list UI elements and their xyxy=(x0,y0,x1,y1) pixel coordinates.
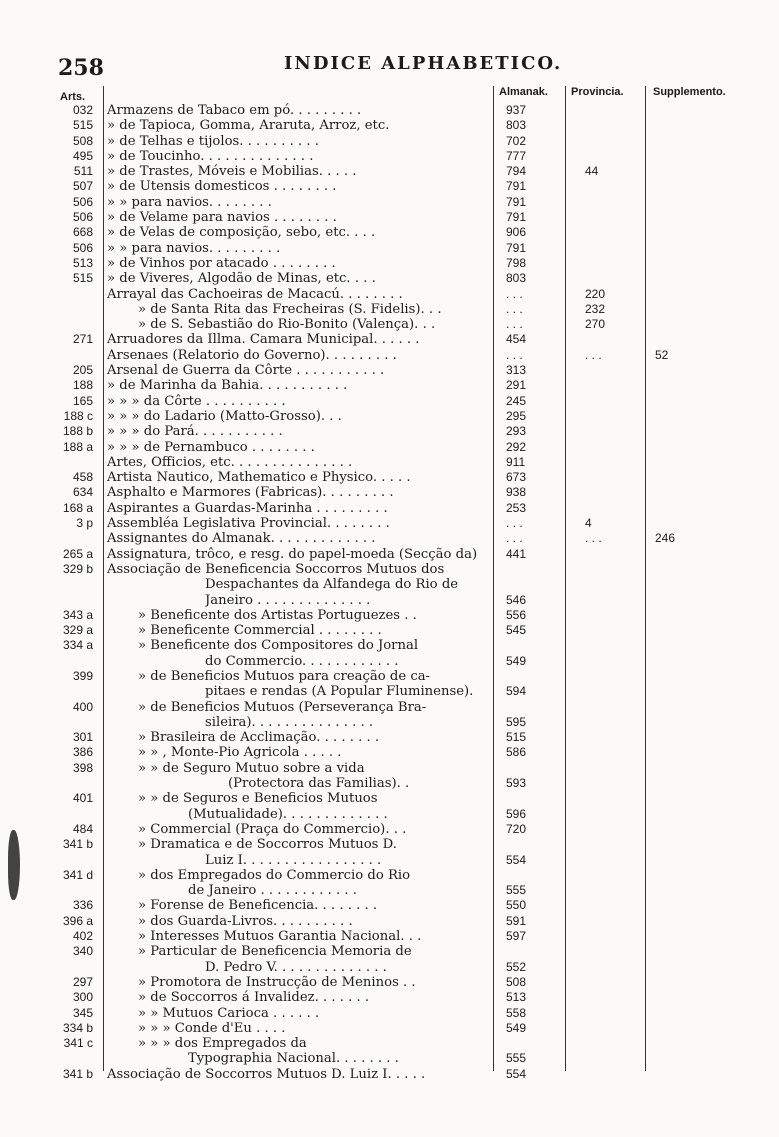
index-entry xyxy=(0,654,779,669)
index-entry xyxy=(0,332,779,347)
index-entry xyxy=(0,501,779,516)
entry-article-number: 334 b xyxy=(62,1020,93,1035)
entry-text: » Beneficente Commercial . . . . . . . . xyxy=(138,623,382,639)
index-entry xyxy=(0,990,779,1005)
entry-text: Arrayal das Cachoeiras de Macacú. . . . . . . . xyxy=(107,286,403,302)
entry-almanak-page: 777 xyxy=(506,148,527,163)
entry-article-number: 515 xyxy=(72,271,93,286)
entry-text: » Commercial (Praça do Commercio). . . xyxy=(138,821,407,837)
entry-almanak-page: 554 xyxy=(506,852,527,867)
index-entry xyxy=(0,929,779,944)
index-entry xyxy=(0,118,779,133)
entry-text: » » » da Côrte . . . . . . . . . . xyxy=(107,393,286,409)
entry-text: » Forense de Beneficencia. . . . . . . . xyxy=(138,898,378,914)
entry-article-number: 340 xyxy=(72,944,93,959)
entry-almanak-page: 791 xyxy=(506,179,527,194)
entry-text: » de Tapioca, Gomma, Araruta, Arroz, etc. xyxy=(107,118,390,134)
index-entry xyxy=(0,348,779,363)
entry-provincia-page: 44 xyxy=(585,164,599,179)
entry-article-number: 402 xyxy=(72,929,93,944)
entry-text: » de Santa Rita das Frecheiras (S. Fidelis). . . xyxy=(138,301,442,317)
entry-text: » de Toucinho. . . . . . . . . . . . . . xyxy=(107,148,314,164)
entry-text: » Beneficente dos Compositores do Jornal xyxy=(138,638,419,654)
index-entry xyxy=(0,317,779,332)
index-entry xyxy=(0,807,779,822)
entry-almanak-page: 245 xyxy=(506,393,527,408)
entry-text: (Protectora das Familias). . xyxy=(228,776,410,792)
index-entry xyxy=(0,378,779,393)
entry-text: » Dramatica e de Soccorros Mutuos D. xyxy=(138,837,397,853)
entry-article-number: 168 a xyxy=(62,500,93,515)
index-entry xyxy=(0,485,779,500)
index-entry xyxy=(0,593,779,608)
entry-text: » dos Empregados do Commercio do Rio xyxy=(138,867,411,883)
entry-almanak-page: 906 xyxy=(506,225,527,240)
index-entry xyxy=(0,394,779,409)
entry-almanak-page: 515 xyxy=(506,730,527,745)
entry-text: » de Beneficios Mutuos para creação de ca- xyxy=(138,668,431,684)
index-entry xyxy=(0,271,779,286)
page-title: INDICE ALPHABETICO. xyxy=(284,53,563,74)
index-entry xyxy=(0,608,779,623)
entry-article-number: 205 xyxy=(72,363,93,378)
index-entry xyxy=(0,975,779,990)
entry-text: pitaes e rendas (A Popular Fluminense). xyxy=(205,684,474,700)
entry-provincia-page: . . . xyxy=(585,531,602,546)
entry-almanak-page: 454 xyxy=(506,332,527,347)
entry-article-number: 398 xyxy=(72,760,93,775)
index-entry xyxy=(0,898,779,913)
entry-text: Arsenaes (Relatorio do Governo). . . . . . . . . xyxy=(107,347,397,363)
entry-article-number: 399 xyxy=(72,668,93,683)
entry-almanak-page: 593 xyxy=(506,776,527,791)
entry-article-number: 329 b xyxy=(62,561,93,576)
entry-text: » Brasileira de Acclimação. . . . . . . . xyxy=(138,730,380,746)
index-entry xyxy=(0,1021,779,1036)
entry-article-number: 032 xyxy=(72,103,93,117)
entry-article-number: 401 xyxy=(72,791,93,806)
entry-almanak-page: . . . xyxy=(506,286,523,301)
entry-text: Assembléa Legislativa Provincial. . . . . . . . xyxy=(107,516,390,532)
entry-article-number: 300 xyxy=(72,990,93,1005)
entry-text: » de S. Sebastião do Rio-Bonito (Valença). . . xyxy=(138,317,436,333)
entry-article-number: 297 xyxy=(72,974,93,989)
entry-text: » Beneficente dos Artistas Portuguezes . . xyxy=(138,607,417,623)
entry-almanak-page: 558 xyxy=(506,1005,527,1020)
entry-text: » » » do Ladario (Matto-Grosso). . . xyxy=(107,408,342,424)
index-entry xyxy=(0,179,779,194)
index-entry xyxy=(0,1036,779,1051)
entry-provincia-page: 220 xyxy=(585,286,606,301)
index-entry xyxy=(0,210,779,225)
index-entry xyxy=(0,103,779,118)
index-entry xyxy=(0,516,779,531)
entry-text: » de Marinha da Bahia. . . . . . . . . . . xyxy=(107,378,348,394)
entry-article-number: 513 xyxy=(72,255,93,270)
index-entry xyxy=(0,669,779,684)
entry-almanak-page: 508 xyxy=(506,974,527,989)
entry-text: D. Pedro V. . . . . . . . . . . . . . xyxy=(205,959,387,975)
entry-almanak-page: 441 xyxy=(506,546,527,561)
entry-almanak-page: 554 xyxy=(506,1066,527,1081)
index-entry xyxy=(0,638,779,653)
entry-almanak-page: 292 xyxy=(506,439,527,454)
entry-almanak-page: 586 xyxy=(506,745,527,760)
entry-provincia-page: . . . xyxy=(585,347,602,362)
entry-almanak-page: 555 xyxy=(506,1051,527,1066)
entry-text: do Commercio. . . . . . . . . . . . xyxy=(205,653,399,669)
entry-almanak-page: 937 xyxy=(506,103,527,117)
entry-article-number: 336 xyxy=(72,898,93,913)
index-entry xyxy=(0,134,779,149)
entry-text: » Particular de Beneficencia Memoria de xyxy=(138,944,412,960)
entry-article-number: 506 xyxy=(72,210,93,225)
index-entry xyxy=(0,547,779,562)
entry-almanak-page: . . . xyxy=(506,516,523,531)
entry-article-number: 341 d xyxy=(62,867,93,882)
entry-article-number: 515 xyxy=(72,118,93,133)
entry-almanak-page: 791 xyxy=(506,210,527,225)
column-header-supplemento: Supplemento. xyxy=(653,86,726,98)
entry-text: » » » do Pará. . . . . . . . . . . xyxy=(107,424,283,440)
index-entry xyxy=(0,745,779,760)
index-entry xyxy=(0,531,779,546)
index-entry xyxy=(0,455,779,470)
entry-article-number: 265 a xyxy=(62,546,93,561)
entry-almanak-page: 253 xyxy=(506,500,527,515)
entry-article-number: 188 b xyxy=(62,424,93,439)
index-entry xyxy=(0,960,779,975)
index-entry xyxy=(0,149,779,164)
entry-text: Artista Nautico, Mathematico e Physico. . . . . xyxy=(107,470,411,486)
entry-article-number: 343 a xyxy=(62,607,93,622)
index-entry xyxy=(0,440,779,455)
entry-text: Associação de Beneficencia Soccorros Mutuos dos xyxy=(107,561,445,577)
entry-text: (Mutualidade). . . . . . . . . . . . . xyxy=(188,806,388,822)
entry-text: Artes, Officios, etc. . . . . . . . . . . . . . . xyxy=(107,454,353,470)
entry-almanak-page: 595 xyxy=(506,714,527,729)
index-entry xyxy=(0,715,779,730)
index-entry xyxy=(0,424,779,439)
entry-text: sileira). . . . . . . . . . . . . . . xyxy=(205,714,374,730)
entry-text: » dos Guarda-Livros. . . . . . . . . . xyxy=(138,913,353,929)
index-entry xyxy=(0,853,779,868)
entry-text: » Interesses Mutuos Garantia Nacional. . . xyxy=(138,929,422,945)
entry-article-number: 334 a xyxy=(62,638,93,653)
column-header-provincia: Provincia. xyxy=(571,86,624,98)
column-header-arts: Arts. xyxy=(60,91,86,103)
entry-text: Asphalto e Marmores (Fabricas). . . . . . . . . xyxy=(107,485,394,501)
index-entry xyxy=(0,241,779,256)
page-number: 258 xyxy=(58,55,104,81)
index-entry xyxy=(0,776,779,791)
entry-article-number: 165 xyxy=(72,393,93,408)
entry-almanak-page: 513 xyxy=(506,990,527,1005)
entry-text: Armazens de Tabaco em pó. . . . . . . . . xyxy=(107,103,362,118)
entry-almanak-page: 938 xyxy=(506,485,527,500)
entry-article-number: 188 c xyxy=(63,408,93,423)
entry-text: Typographia Nacional. . . . . . . . xyxy=(188,1051,399,1067)
entry-article-number: 341 b xyxy=(62,837,93,852)
index-entry xyxy=(0,409,779,424)
entry-almanak-page: 295 xyxy=(506,408,527,423)
entry-article-number: 634 xyxy=(72,485,93,500)
entry-almanak-page: 293 xyxy=(506,424,527,439)
entry-text: de Janeiro . . . . . . . . . . . . xyxy=(188,883,357,899)
index-entry xyxy=(0,225,779,240)
entry-article-number: 3 p xyxy=(76,516,93,531)
entry-text: » Promotora de Instrucção de Meninos . . xyxy=(138,974,416,990)
entry-provincia-page: 4 xyxy=(585,516,592,531)
entry-article-number: 341 b xyxy=(62,1066,93,1081)
index-entry xyxy=(0,883,779,898)
entry-almanak-page: 673 xyxy=(506,470,527,485)
entry-text: » » para navios. . . . . . . . xyxy=(107,194,272,210)
entry-almanak-page: 546 xyxy=(506,592,527,607)
entry-text: Associação de Soccorros Mutuos D. Luiz I. . . . . xyxy=(107,1066,426,1082)
entry-almanak-page: 597 xyxy=(506,929,527,944)
index-entry xyxy=(0,302,779,317)
entry-almanak-page: 591 xyxy=(506,913,527,928)
entry-article-number: 386 xyxy=(72,745,93,760)
entry-almanak-page: 594 xyxy=(506,684,527,699)
entry-article-number: 668 xyxy=(72,225,93,240)
entry-almanak-page: 291 xyxy=(506,378,527,393)
index-entry xyxy=(0,623,779,638)
entry-article-number: 506 xyxy=(72,240,93,255)
entry-article-number: 458 xyxy=(72,470,93,485)
entry-text: Despachantes da Alfandega do Rio de xyxy=(205,577,459,593)
entry-almanak-page: 798 xyxy=(506,255,527,270)
entry-text: Aspirantes a Guardas-Marinha . . . . . . . . . xyxy=(107,500,388,516)
index-entry xyxy=(0,868,779,883)
entry-almanak-page: 791 xyxy=(506,194,527,209)
entry-almanak-page: 550 xyxy=(506,898,527,913)
index-entry xyxy=(0,822,779,837)
column-header-almanak: Almanak. xyxy=(499,86,548,98)
entry-text: » » » de Pernambuco . . . . . . . . xyxy=(107,439,315,455)
index-entry xyxy=(0,914,779,929)
entry-text: Assignatura, trôco, e resg. do papel-moeda (Secção da) xyxy=(107,546,478,562)
index-entry xyxy=(0,700,779,715)
index-entry xyxy=(0,944,779,959)
entry-article-number: 345 xyxy=(72,1005,93,1020)
entry-supplemento-page: 246 xyxy=(655,531,676,546)
entry-almanak-page: 313 xyxy=(506,363,527,378)
entry-almanak-page: 549 xyxy=(506,1020,527,1035)
entry-almanak-page: . . . xyxy=(506,347,523,362)
index-entry xyxy=(0,164,779,179)
entry-almanak-page: 556 xyxy=(506,607,527,622)
entry-text: » » Mutuos Carioca . . . . . . xyxy=(138,1005,320,1021)
entry-text: » » de Seguros e Beneficios Mutuos xyxy=(138,791,378,807)
entry-text: » de Telhas e tijolos. . . . . . . . . . xyxy=(107,133,319,149)
entry-text: » de Vinhos por atacado . . . . . . . . xyxy=(107,255,336,271)
entry-article-number: 511 xyxy=(73,164,93,179)
index-entry xyxy=(0,837,779,852)
entry-text: Arsenal de Guerra da Côrte . . . . . . . . . . . xyxy=(107,363,385,379)
entry-text: » de Soccorros á Invalidez. . . . . . . xyxy=(138,990,370,1006)
entry-text: » » » dos Empregados da xyxy=(138,1036,307,1052)
entry-text: » » » Conde d'Eu . . . . xyxy=(138,1020,286,1036)
entry-almanak-page: 794 xyxy=(506,164,527,179)
entry-provincia-page: 232 xyxy=(585,301,606,316)
entry-text: » de Trastes, Móveis e Mobilias. . . . . xyxy=(107,164,357,180)
entry-almanak-page: 555 xyxy=(506,883,527,898)
entry-article-number: 400 xyxy=(72,699,93,714)
entry-almanak-page: 791 xyxy=(506,240,527,255)
index-entry xyxy=(0,761,779,776)
entry-supplemento-page: 52 xyxy=(655,347,669,362)
entry-article-number: 484 xyxy=(72,821,93,836)
entry-text: » » para navios. . . . . . . . . xyxy=(107,240,281,256)
index-entry xyxy=(0,562,779,577)
entry-almanak-page: 803 xyxy=(506,271,527,286)
entry-article-number: 341 c xyxy=(63,1036,93,1051)
index-entry xyxy=(0,1051,779,1066)
entry-article-number: 271 xyxy=(72,332,93,347)
index-entry xyxy=(0,363,779,378)
entry-almanak-page: 720 xyxy=(506,821,527,836)
entry-article-number: 188 xyxy=(72,378,93,393)
entry-almanak-page: 596 xyxy=(506,806,527,821)
index-entry xyxy=(0,730,779,745)
entry-article-number: 301 xyxy=(72,730,93,745)
entry-text: Janeiro . . . . . . . . . . . . . . xyxy=(205,592,371,608)
entry-almanak-page: 702 xyxy=(506,133,527,148)
index-entries xyxy=(0,103,779,1082)
entry-text: Luiz I. . . . . . . . . . . . . . . . . xyxy=(205,852,382,868)
entry-text: » de Utensis domesticos . . . . . . . . xyxy=(107,179,337,195)
entry-provincia-page: 270 xyxy=(585,317,606,332)
entry-article-number: 508 xyxy=(72,133,93,148)
entry-almanak-page: . . . xyxy=(506,531,523,546)
entry-almanak-page: 552 xyxy=(506,959,527,974)
entry-almanak-page: 545 xyxy=(506,623,527,638)
entry-article-number: 507 xyxy=(72,179,93,194)
entry-article-number: 495 xyxy=(72,148,93,163)
entry-article-number: 188 a xyxy=(62,439,93,454)
index-entry xyxy=(0,470,779,485)
entry-text: » de Viveres, Algodão de Minas, etc. . . . xyxy=(107,271,376,287)
entry-almanak-page: 549 xyxy=(506,653,527,668)
entry-text: » » de Seguro Mutuo sobre a vida xyxy=(138,760,365,776)
entry-article-number: 329 a xyxy=(62,623,93,638)
entry-text: » de Velas de composição, sebo, etc. . . . xyxy=(107,225,376,241)
index-entry xyxy=(0,684,779,699)
entry-text: Assignantes do Almanak. . . . . . . . . . . . . xyxy=(107,531,376,547)
entry-almanak-page: . . . xyxy=(506,317,523,332)
index-entry xyxy=(0,577,779,592)
entry-text: Arruadores da Illma. Camara Municipal. . . . . . xyxy=(107,332,420,348)
entry-text: » de Velame para navios . . . . . . . . xyxy=(107,210,337,226)
entry-article-number: 396 a xyxy=(62,913,93,928)
entry-almanak-page: 911 xyxy=(506,454,526,469)
entry-almanak-page: . . . xyxy=(506,301,523,316)
index-entry xyxy=(0,195,779,210)
index-entry xyxy=(0,791,779,806)
entry-text: » » , Monte-Pio Agricola . . . . . xyxy=(138,745,342,761)
index-entry xyxy=(0,1006,779,1021)
entry-article-number: 506 xyxy=(72,194,93,209)
entry-almanak-page: 803 xyxy=(506,118,527,133)
entry-text: » de Beneficios Mutuos (Perseverança Bra- xyxy=(138,699,427,715)
index-entry xyxy=(0,287,779,302)
index-entry xyxy=(0,256,779,271)
index-entry xyxy=(0,1067,779,1082)
